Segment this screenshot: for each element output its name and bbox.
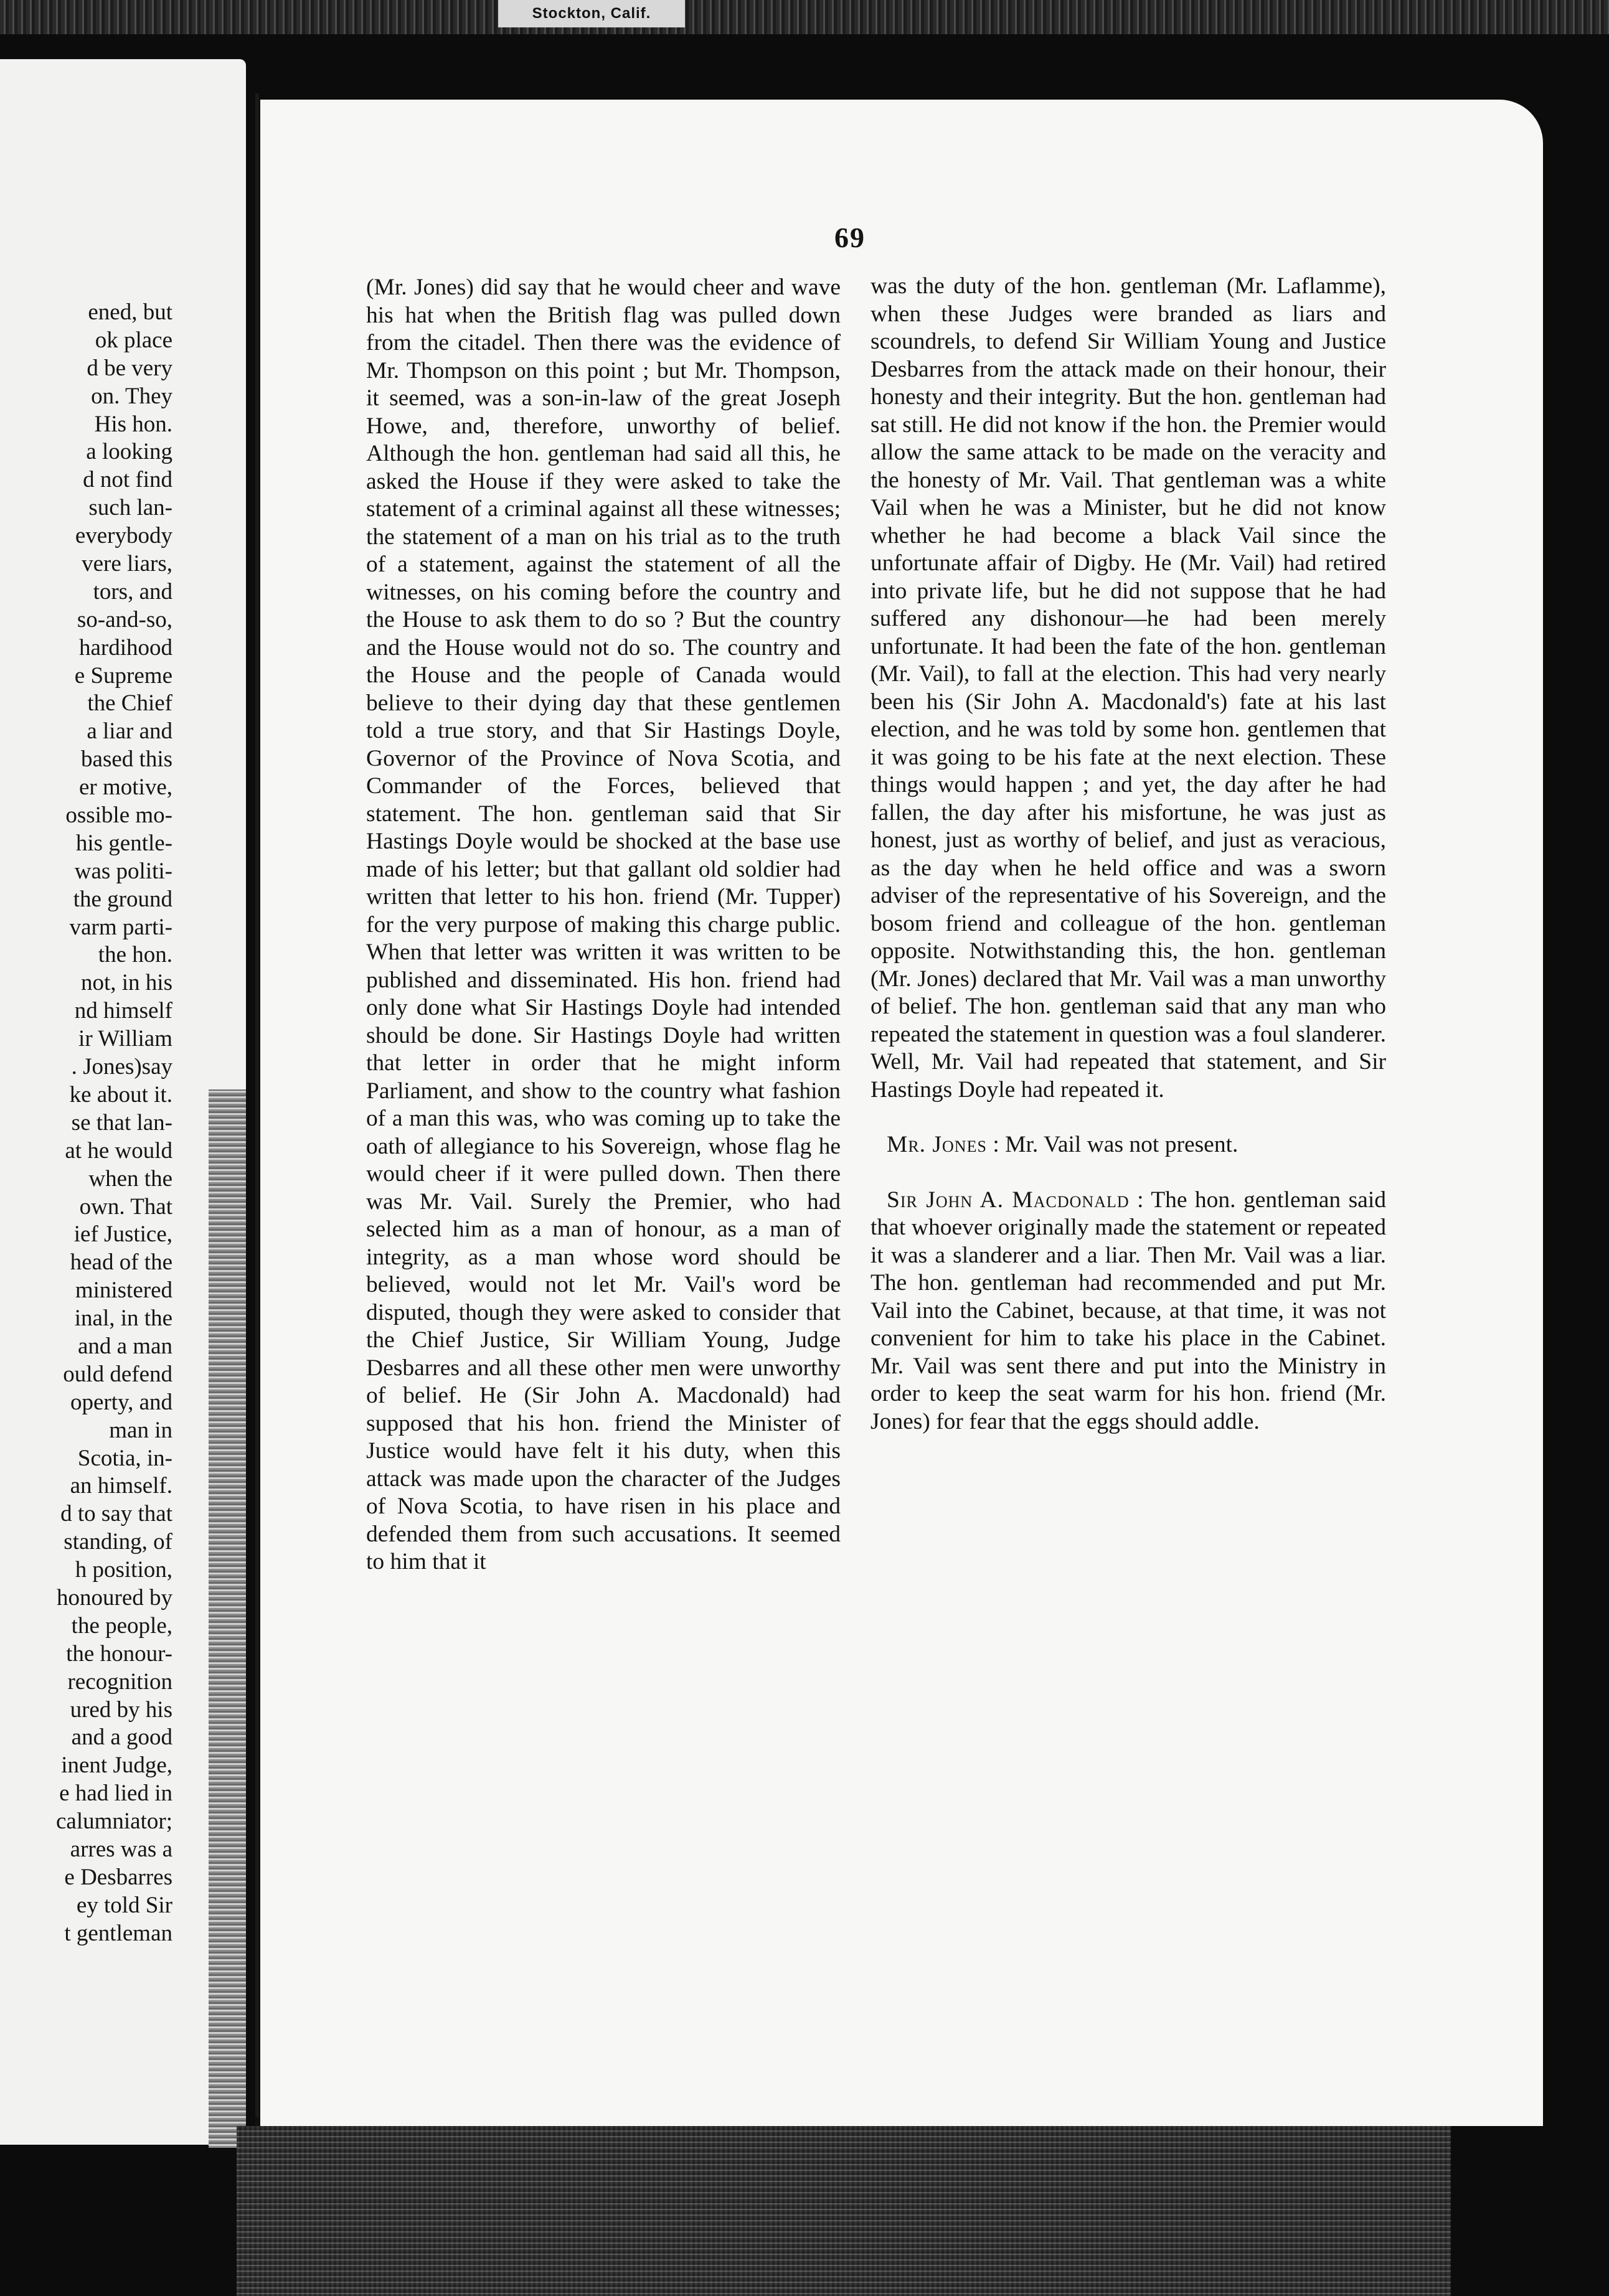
previous-page-line: the honour- xyxy=(66,1640,172,1667)
previous-page-line: arres was a xyxy=(70,1836,172,1862)
previous-page-line: and a man xyxy=(77,1333,172,1359)
previous-page-line: ir William xyxy=(78,1026,172,1052)
previous-page-line: the hon. xyxy=(98,942,172,968)
previous-page-line: inent Judge, xyxy=(61,1753,172,1779)
previous-page-line: recognition xyxy=(67,1668,172,1695)
previous-page-line: at he would xyxy=(65,1137,172,1164)
previous-page-line: t gentleman xyxy=(64,1920,172,1946)
page-gutter xyxy=(255,93,259,2117)
previous-page-line: vere liars, xyxy=(82,551,172,577)
text-column-right xyxy=(871,273,1386,1436)
previous-page-line: his gentle- xyxy=(75,830,172,856)
previous-page-line: tors, and xyxy=(93,578,172,605)
previous-page-line: e Desbarres xyxy=(64,1864,172,1890)
previous-page-line: the Chief xyxy=(87,690,172,717)
previous-page-line: the people, xyxy=(71,1612,172,1639)
previous-page-line: honoured by xyxy=(57,1584,172,1611)
previous-page-line: calumniator; xyxy=(56,1809,172,1835)
previous-page-line: based this xyxy=(81,746,172,773)
speech-text: : The hon. gentleman said that whoever originally made the statement or repeated it was a slanderer and a liar. Then Mr. Vail was a liar. The hon. gentleman had recommended and put Mr. Vail into the Cabinet, because, at that time, it was not convenient for him to take his place in the Cabinet. Mr. Vail was sent there and put into the Ministry in order to keep the seat warm for his hon. friend (Mr. Jones) for fear that the eggs should addle. xyxy=(871,1187,1386,1434)
speech-macdonald xyxy=(871,1187,1386,1436)
previous-page-line: everybody xyxy=(75,523,172,549)
paragraph: (Mr. Jones) did say that he would cheer and wave his hat when the British flag was pulled down from the citadel. Then there was the evidence of Mr. Thompson on this point ; but Mr. Thompson, it seemed, was a son-in-law of the great Joseph Howe, and, therefore, unworthy of belief. Although the hon. gentleman had said all this, he asked the House if they were asked to take the statement of a criminal against all these witnesses; the statement of a man on his trial as to the truth of a statement, against the statement of all the witnesses, on his coming before the country and the House to ask them to do so ? But the country and the House would not do so. The country and the House and the people of Canada would believe to their dying day that these gentlemen told a true story, and that Sir Hastings Doyle, Governor of the Province of Nova Scotia, and Commander of the Forces, believed that statement. The hon. gentleman said that Sir Hastings Doyle would be shocked at the base use made of his letter; but that gallant old soldier had written that letter to his hon. friend (Mr. Tupper) for the very purpose of making this charge public. When that letter was written it was written to be published and disseminated. His hon. friend had only done what Sir Hastings Doyle had intended should be done. Sir Hastings Doyle had written that letter in order that he might inform Parliament, and show to the country what fashion of a man this was, who was coming up to take the oath of allegiance to his Sovereign, whose flag he would cheer if it were pulled down. Then there was Mr. Vail. Surely the Premier, who had selected him as a man of honour, as a man of integrity, as a man whose word should be believed, would not let Mr. Vail's word be disputed, though they were asked to consider that the Chief Justice, Sir William Young, Judge Desbarres and all these other men were unworthy of belief. He (Sir John A. Macdonald) had supposed that his hon. friend the Minister of Justice would have felt it his duty, when this attack was made upon the character of the Judges of Nova Scotia, to have risen in his place and defended them from such accusations. It seemed to him that it xyxy=(366,275,841,1574)
page-number: 69 xyxy=(834,222,866,253)
previous-page-line: Scotia, in- xyxy=(77,1445,172,1471)
previous-page-line: ould defend xyxy=(63,1361,172,1387)
previous-page-line: . Jones)say xyxy=(71,1054,172,1080)
previous-page-line: the ground xyxy=(73,886,172,912)
previous-page-line: not, in his xyxy=(81,970,172,996)
previous-page-line: ministered xyxy=(75,1277,172,1304)
previous-page-line: ke about it. xyxy=(69,1081,172,1108)
previous-page-line: His hon. xyxy=(94,411,172,437)
speaker-name: Mr. Jones xyxy=(887,1132,987,1157)
previous-page-line: hardihood xyxy=(78,634,172,661)
previous-page-line: such lan- xyxy=(88,495,172,521)
previous-page-line: operty, and xyxy=(70,1389,172,1415)
previous-page-line: an himself. xyxy=(70,1473,172,1499)
previous-page-line: standing, of xyxy=(64,1529,172,1555)
previous-page-line: er motive, xyxy=(78,774,172,801)
previous-page-line: when the xyxy=(88,1165,172,1192)
previous-page-line: d to say that xyxy=(60,1501,172,1527)
previous-page-line: on. They xyxy=(91,383,172,409)
previous-page-line: varm parti- xyxy=(69,914,172,940)
library-stamp: Stockton, Calif. xyxy=(498,0,685,27)
previous-page-line: so-and-so, xyxy=(77,606,172,633)
previous-page-line: nd himself xyxy=(74,998,172,1024)
previous-page-line: e Supreme xyxy=(74,662,172,689)
previous-page-line: inal, in the xyxy=(74,1306,172,1332)
previous-page-line: d not find xyxy=(83,467,172,493)
text-column-left xyxy=(366,274,841,1576)
speech-jones xyxy=(871,1131,1386,1159)
speech-text: : Mr. Vail was not present. xyxy=(993,1132,1239,1157)
previous-page-line: ief Justice, xyxy=(73,1221,172,1248)
previous-page-line: was politi- xyxy=(74,858,172,884)
previous-page-line: head of the xyxy=(70,1249,172,1276)
previous-page-line: own. That xyxy=(79,1193,172,1220)
previous-page-line: and a good xyxy=(71,1724,172,1751)
previous-page-line: a liar and xyxy=(87,718,172,745)
previous-page-line: man in xyxy=(109,1417,172,1443)
scanner-top-strip xyxy=(0,0,1609,34)
paragraph: was the duty of the hon. gentleman (Mr. Laflamme), when these Judges were branded as liars and scoundrels, to defend Sir William Young and Justice Desbarres from the attack made on their honour, their honesty and their integrity. But the hon. gentleman had sat still. He did not know if the hon. the Premier would allow the same attack to be made on the veracity and the honesty of Mr. Vail. That gentleman was a white Vail when he was a Minister, but he did not know whether he had become a black Vail since the unfortunate affair of Digby. He (Mr. Vail) had retired into private life, but he did not suppose that he had suffered any dishonour—he had been merely unfortunate. It had been the fate of the hon. gentleman (Mr. Vail), to fall at the election. This had very nearly been his (Sir John A. Macdonald's) fate at his last election, and he was told by some hon. gentlemen that it was going to be his fate at the next election. These things would happen ; and yet, the day after he had fallen, the day after his misfortune, he was just as honest, just as worthy of belief, and just as veracious, as the day when he held office and was a sworn adviser of the representative of his Sovereign, and the bosom friend and colleague of the hon. gentleman opposite. Notwithstanding this, the hon. gentleman (Mr. Jones) declared that Mr. Vail was a man unworthy of belief. The hon. gentleman said that any man who repeated the statement in question was a foul slanderer. Well, Mr. Vail had repeated that statement, and Sir Hastings Doyle had repeated it. xyxy=(871,273,1386,1103)
speaker-name: Sir John A. Macdonald xyxy=(887,1187,1130,1213)
binding-edge xyxy=(209,1089,246,2148)
previous-page-line: e had lied in xyxy=(59,1781,172,1807)
previous-page-line: ened, but xyxy=(88,299,172,325)
previous-page-line: ey told Sir xyxy=(76,1892,172,1918)
previous-page-line: a looking xyxy=(86,439,172,465)
previous-page-line: d be very xyxy=(87,355,172,381)
binding-cloth xyxy=(237,2126,1451,2296)
previous-page-line: ok place xyxy=(95,327,172,353)
previous-page-text xyxy=(11,299,172,1948)
previous-page-line: ossible mo- xyxy=(65,802,172,829)
previous-page-line: ured by his xyxy=(70,1696,172,1723)
previous-page-line: h position, xyxy=(75,1557,172,1583)
previous-page-line: se that lan- xyxy=(71,1109,172,1136)
